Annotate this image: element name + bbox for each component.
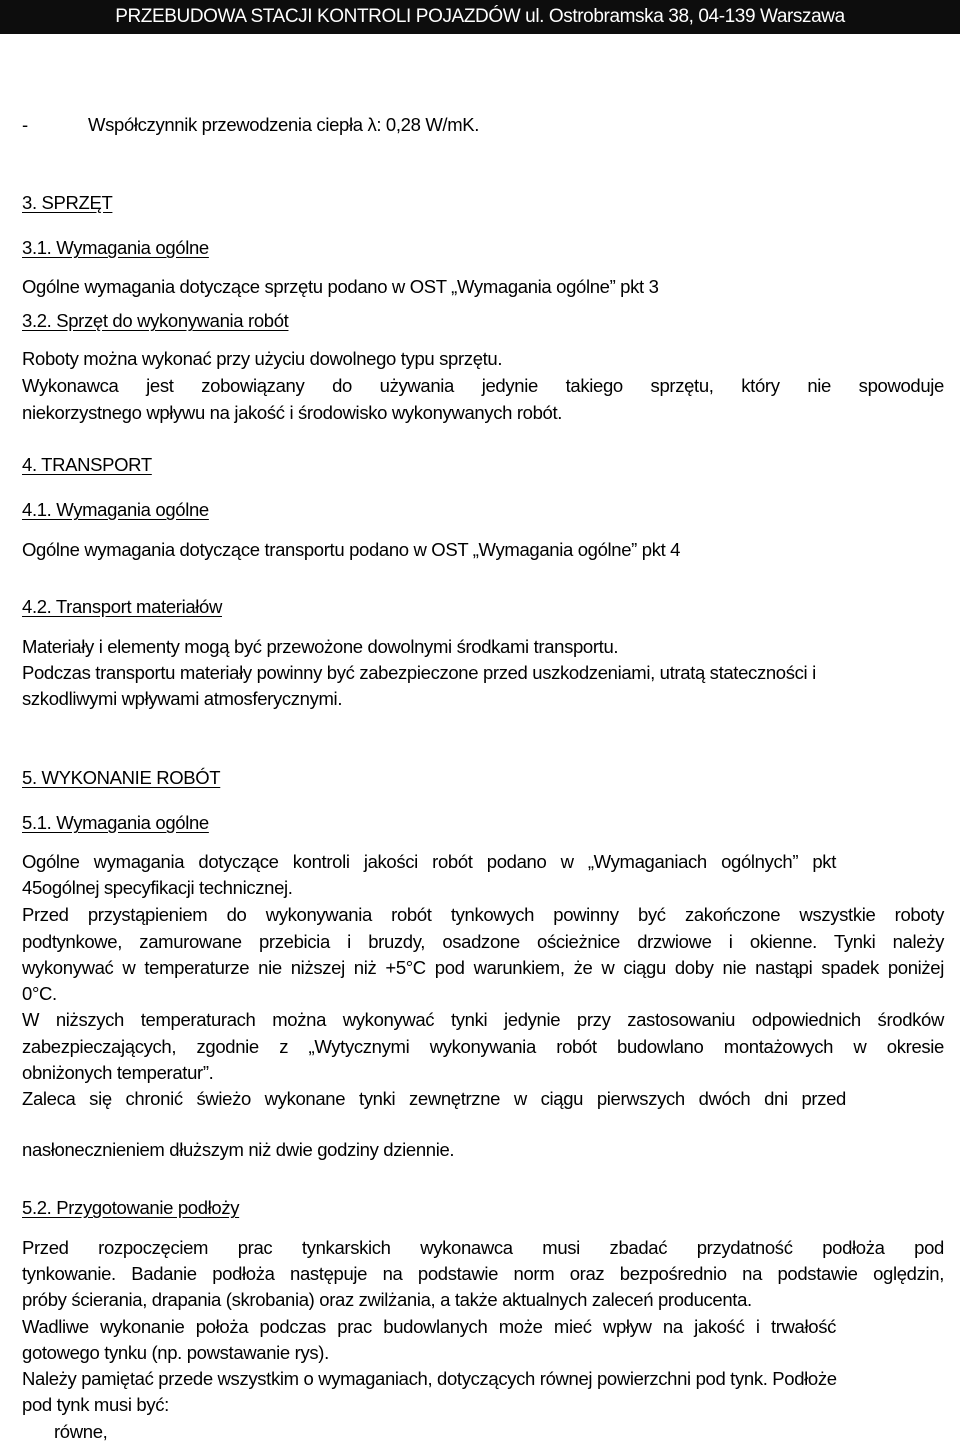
bullet-dash: - <box>22 114 28 135</box>
section-5-1-text-3a: W niższych temperaturach można wykonywać tynki jedynie przy zastosowaniu odpowiednich środków <box>22 1009 944 1030</box>
section-5-1-text-4a: Zaleca się chronić świeżo wykonane tynki zewnętrzne w ciągu pierwszych dwóch dni przed <box>22 1088 846 1109</box>
section-5-2-text-1a: Przed rozpoczęciem prac tynkarskich wykonawca musi zbadać przydatność podłoża pod <box>22 1237 944 1258</box>
section-4-1-heading: 4.1. Wymagania ogólne <box>22 499 209 520</box>
section-4-title: 4. TRANSPORT <box>22 454 152 475</box>
section-5-1-text-1a: Ogólne wymagania dotyczące kontroli jakości robót podano w „Wymaganiach ogólnych” pkt <box>22 851 836 872</box>
section-4-2-heading: 4.2. Transport materiałów <box>22 596 222 617</box>
section-3-2-text-2b: niekorzystnego wpływu na jakość i środowisko wykonywanych robót. <box>22 402 563 423</box>
section-3-2-text-1: Roboty można wykonać przy użyciu dowolnego typu sprzętu. <box>22 348 503 369</box>
section-4-2-text-1: Materiały i elementy mogą być przewożone dowolnymi środkami transportu. <box>22 636 619 657</box>
section-5-1-text-3c: obniżonych temperatur”. <box>22 1062 214 1083</box>
section-5-1-heading: 5.1. Wymagania ogólne <box>22 812 209 833</box>
section-3-2-heading: 3.2. Sprzęt do wykonywania robót <box>22 310 289 331</box>
section-5-1-text-2a: Przed przystąpieniem do wykonywania robót tynkowych powinny być zakończone wszystkie roboty <box>22 904 944 925</box>
section-3-1-text: Ogólne wymagania dotyczące sprzętu podano w OST „Wymagania ogólne” pkt 3 <box>22 276 659 297</box>
section-3-title: 3. SPRZĘT <box>22 192 113 213</box>
section-5-2-text-1b: tynkowanie. Badanie podłoża następuje na podstawie norm oraz bezpośrednio na podstawie oględzin, <box>22 1263 944 1284</box>
bullet-text: Współczynnik przewodzenia ciepła λ: 0,28 W/mK. <box>88 114 480 135</box>
section-4-1-text: Ogólne wymagania dotyczące transportu podano w OST „Wymagania ogólne” pkt 4 <box>22 539 681 560</box>
section-5-1-text-4b: nasłonecznieniem dłuższym niż dwie godziny dziennie. <box>22 1139 455 1160</box>
list-item: równe, <box>54 1421 108 1442</box>
section-4-2-text-2b: szkodliwymi wpływami atmosferycznymi. <box>22 688 343 709</box>
document-header: PRZEBUDOWA STACJI KONTROLI POJAZDÓW ul. Ostrobramska 38, 04-139 Warszawa <box>0 0 960 34</box>
section-3-1-heading: 3.1. Wymagania ogólne <box>22 237 209 258</box>
section-5-2-text-2b: gotowego tynku (np. powstawanie rys). <box>22 1342 329 1363</box>
section-5-2-text-3b: pod tynk musi być: <box>22 1394 169 1415</box>
section-5-1-text-3b: zabezpieczających, zgodnie z „Wytycznymi wykonywania robót budowlano montażowych w okresie <box>22 1036 944 1057</box>
section-3-2-text-2a: Wykonawca jest zobowiązany do używania jedynie takiego sprzętu, który nie spowoduje <box>22 375 944 396</box>
section-5-2-text-2a: Wadliwe wykonanie położa podczas prac budowlanych może mieć wpływ na jakość i trwałość <box>22 1316 836 1337</box>
section-4-2-text-2a: Podczas transportu materiały powinny być zabezpieczone przed uszkodzeniami, utratą stateczności i <box>22 662 816 683</box>
section-5-2-text-1c: próby ścierania, drapania (skrobania) oraz zwilżania, a także aktualnych zaleceń producenta. <box>22 1289 752 1310</box>
section-5-1-text-1b: 45ogólnej specyfikacji technicznej. <box>22 877 293 898</box>
section-5-2-text-3a: Należy pamiętać przede wszystkim o wymaganiach, dotyczących równej powierzchni pod tynk. Podłoże <box>22 1368 837 1389</box>
section-5-1-text-2c: wykonywać w temperaturze nie niższej niż +5°C pod warunkiem, że w ciągu doby nie nastąpi spadek poniżej <box>22 957 944 978</box>
section-5-1-text-2b: podtynkowe, zamurowane przebicia i bruzdy, osadzone ościeżnice drzwiowe i okienne. Tynki należy <box>22 931 944 952</box>
section-5-1-text-2d: 0°C. <box>22 983 57 1004</box>
section-5-2-heading: 5.2. Przygotowanie podłoży <box>22 1197 240 1218</box>
section-5-title: 5. WYKONANIE ROBÓT <box>22 767 221 788</box>
bullet-line <box>22 112 480 138</box>
